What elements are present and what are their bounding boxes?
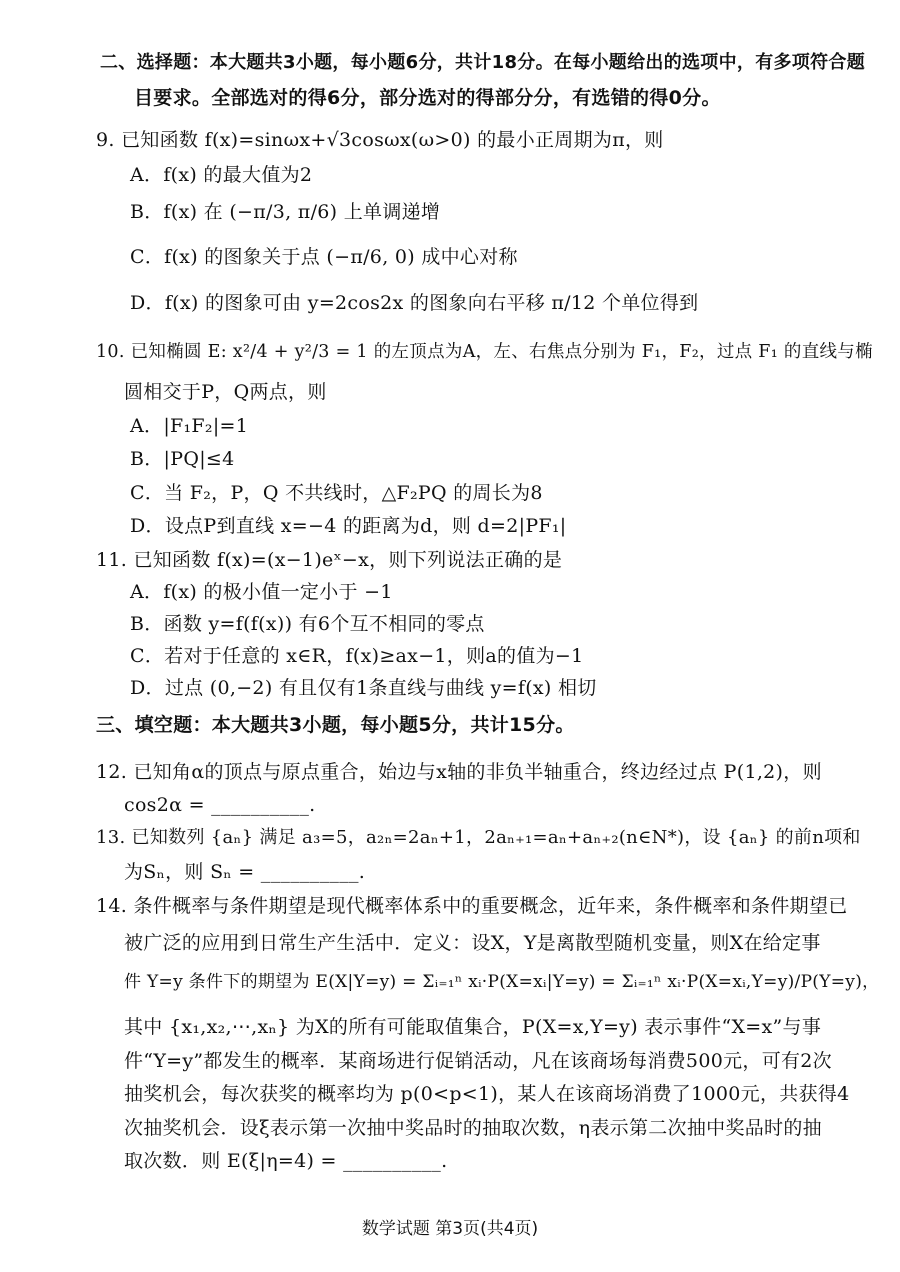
q11-option-c: C．若对于任意的 x∈R，f(x)≥ax−1，则a的值为−1 <box>130 645 584 667</box>
q11-option-d: D．过点 (0,−2) 有且仅有1条直线与曲线 y=f(x) 相切 <box>130 677 597 699</box>
q9-stem: 9. 已知函数 f(x)=sinωx+√3cosωx(ω>0) 的最小正周期为π，则 <box>96 129 664 151</box>
q10-stem-line1: 10. 已知椭圆 E: x²/4 + y²/3 = 1 的左顶点为A，左、右焦点分别为 F₁，F₂，过点 F₁ 的直线与椭 <box>96 342 873 362</box>
q13-line1: 13. 已知数列 {aₙ} 满足 a₃=5，a₂ₙ=2aₙ+1，2aₙ₊₁=aₙ+aₙ₊₂(n∈N*)，设 {aₙ} 的前n项和 <box>96 827 861 848</box>
q14-line5: 件“Y=y”都发生的概率．某商场进行促销活动，凡在该商场每消费500元，可有2次 <box>124 1050 832 1072</box>
q13-line2: 为Sₙ，则 Sₙ = __________. <box>124 861 366 883</box>
q11-option-b: B．函数 y=f(f(x)) 有6个互不相同的零点 <box>130 613 485 635</box>
q9-option-b: B．f(x) 在 (−π/3, π/6) 上单调递增 <box>130 201 441 223</box>
section2-heading-line1: 二、选择题：本大题共3小题，每小题6分，共计18分。在每小题给出的选项中，有多项符合题 <box>100 52 865 73</box>
q9-option-c: C．f(x) 的图象关于点 (−π/6, 0) 成中心对称 <box>130 246 518 268</box>
q9-option-d: D．f(x) 的图象可由 y=2cos2x 的图象向右平移 π/12 个单位得到 <box>130 292 699 314</box>
q10-option-d: D．设点P到直线 x=−4 的距离为d，则 d=2|PF₁| <box>130 515 567 537</box>
q10-option-a: A．|F₁F₂|=1 <box>130 415 249 437</box>
q14-line8: 取次数．则 E(ξ|η=4) = __________. <box>124 1150 448 1172</box>
q14-line7: 次抽奖机会．设ξ表示第一次抽中奖品时的抽取次数，η表示第二次抽中奖品时的抽 <box>124 1117 822 1139</box>
q14-line6: 抽奖机会，每次获奖的概率均为 p(0<p<1)，某人在该商场消费了1000元，共获得4 <box>124 1083 850 1105</box>
q12-line1: 12. 已知角α的顶点与原点重合，始边与x轴的非负半轴重合，终边经过点 P(1,2)，则 <box>96 761 822 783</box>
q14-line1: 14. 条件概率与条件期望是现代概率体系中的重要概念，近年来，条件概率和条件期望已 <box>96 895 848 917</box>
section2-heading-line2: 目要求。全部选对的得6分，部分选对的得部分分，有选错的得0分。 <box>134 87 721 109</box>
page-footer: 数学试题 第3页(共4页) <box>361 1219 539 1239</box>
q12-line2: cos2α = __________. <box>124 794 316 816</box>
q10-option-b: B．|PQ|≤4 <box>130 448 235 470</box>
q14-line2: 被广泛的应用到日常生产生活中．定义：设X，Y是离散型随机变量，则X在给定事 <box>124 932 821 954</box>
q9-option-a: A．f(x) 的最大值为2 <box>130 164 313 186</box>
q14-line4: 其中 {x₁,x₂,⋯,xₙ} 为X的所有可能取值集合，P(X=x,Y=y) 表示事件“X=x”与事 <box>124 1016 822 1038</box>
q10-stem-line2: 圆相交于P，Q两点，则 <box>124 381 327 403</box>
q11-option-a: A．f(x) 的极小值一定小于 −1 <box>130 581 393 603</box>
q14-line3: 件 Y=y 条件下的期望为 E(X|Y=y) = Σᵢ₌₁ⁿ xᵢ·P(X=xᵢ|Y=y) = Σᵢ₌₁ⁿ xᵢ·P(X=xᵢ,Y=y)/P(Y=y)， <box>124 972 880 992</box>
q10-option-c: C．当 F₂，P，Q 不共线时，△F₂PQ 的周长为8 <box>130 482 543 504</box>
q11-stem: 11. 已知函数 f(x)=(x−1)eˣ−x，则下列说法正确的是 <box>96 549 563 571</box>
section3-heading: 三、填空题：本大题共3小题，每小题5分，共计15分。 <box>96 714 575 736</box>
